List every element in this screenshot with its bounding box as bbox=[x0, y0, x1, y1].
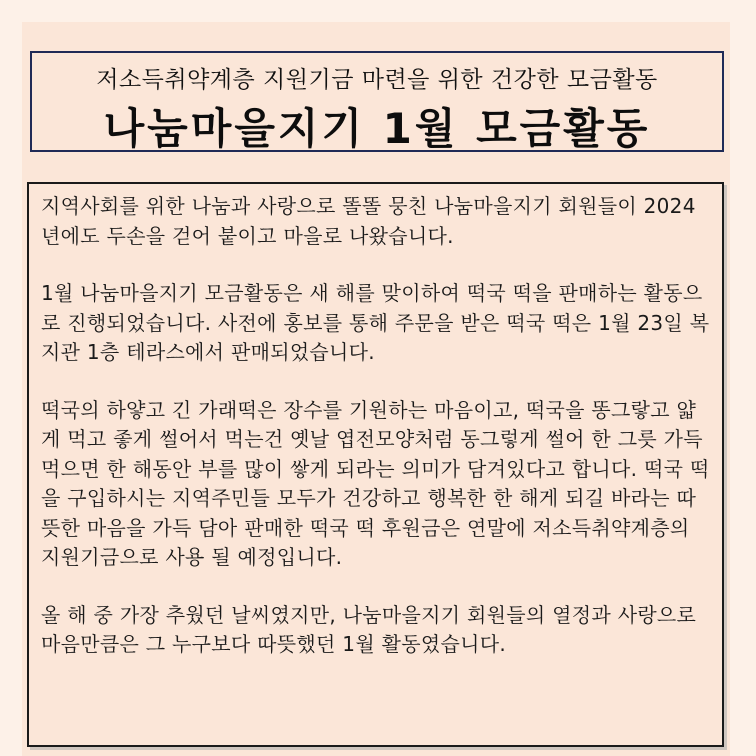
title-box bbox=[30, 51, 724, 152]
page-subtitle: 저소득취약계층 지원기금 마련을 위한 건강한 모금활동 bbox=[96, 67, 658, 93]
paragraph-meaning: 떡국의 하얗고 긴 가래떡은 장수를 기원하는 마음이고, 떡국을 똥그랗고 얇게 먹고 좋게 썰어서 먹는건 옛날 엽전모양처럼 동그렇게 썰어 한 그릇 가득 먹으면 한 해동안 부를 많이 쌓게 되라는 의미가 담겨있다고 합니다. 떡국 떡을 구입하시는 지역주민들 모두가 건강하고 행복한 한 해게 되길 바라는 따뜻한 마음을 가득 담아 판매한 떡국 떡 후원금은 연말에 저소득취약계층의 지원기금으로 사용 될 예정입니다. bbox=[41, 397, 710, 569]
paragraph-closing: 올 해 중 가장 추웠던 날씨였지만, 나눔마을지기 회원들의 열정과 사랑으로 마음만큼은 그 누구보다 따뜻했던 1월 활동였습니다. bbox=[41, 602, 697, 656]
paragraph-activity: 1월 나눔마을지기 모금활동은 새 해를 맞이하여 떡국 떡을 판매하는 활동으로 진행되었습니다. 사전에 홍보를 통해 주문을 받은 떡국 떡은 1월 23일 복지관 1층 테라스에서 판매되었습니다. bbox=[41, 281, 710, 364]
article-body bbox=[27, 182, 724, 747]
paragraph-intro: 지역사회를 위한 나눔과 사랑으로 똘똘 뭉친 나눔마을지기 회원들이 2024년에도 두손을 걷어 붙이고 마을로 나왔습니다. bbox=[41, 194, 696, 248]
page-title: 나눔마을지기 1월 모금활동 bbox=[103, 104, 651, 153]
